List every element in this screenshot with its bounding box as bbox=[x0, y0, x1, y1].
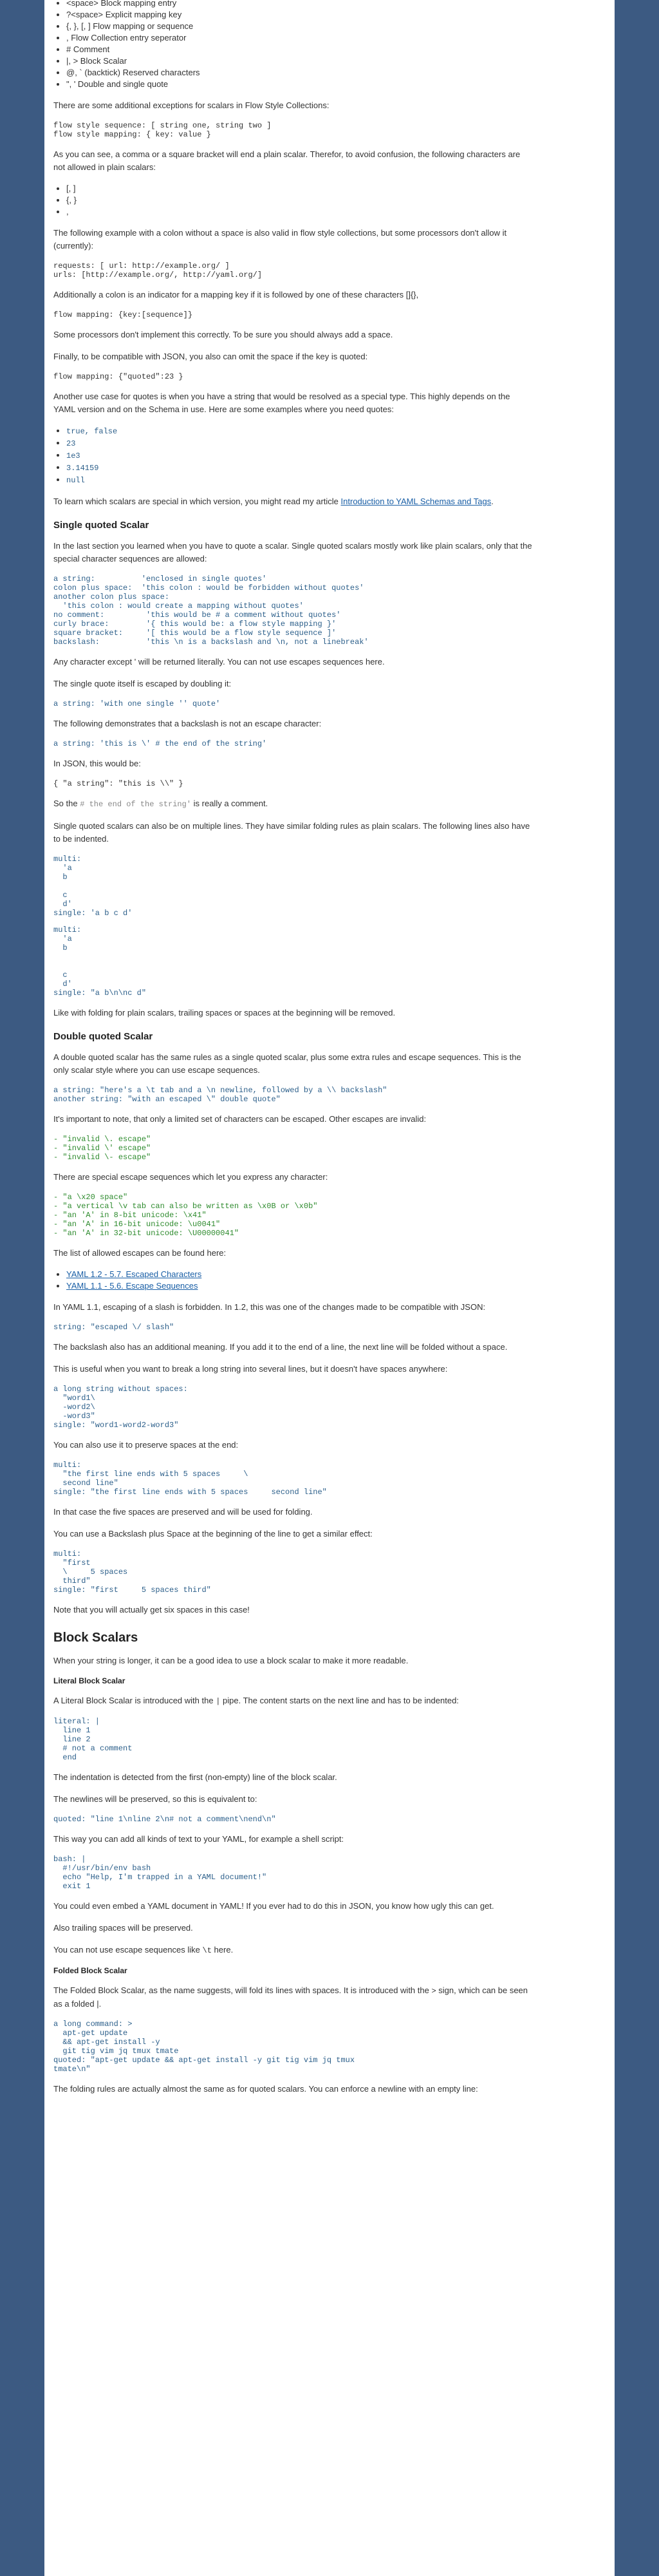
list-item: • null bbox=[66, 474, 534, 486]
list-item: • {, } bbox=[66, 194, 534, 206]
list bbox=[53, 183, 534, 218]
paragraph: It's important to note, that only a limited set of characters can be escaped. Other escapes are invalid: bbox=[53, 1114, 427, 1124]
code-block: a string: 'with one single '' quote' bbox=[53, 699, 221, 708]
paragraph: In YAML 1.1, escaping of a slash is forbidden. In 1.2, this was one of the changes made to be compatible with JSON: bbox=[53, 1302, 486, 1312]
paragraph: In the last section you learned when you have to quote a scalar. Single quoted scalars mostly work like plain scalars, only that the special character sequences are allowed: bbox=[53, 541, 532, 564]
paragraph: Another use case for quotes is when you have a string that would be resolved as a special type. This highly depends on the YAML version and on the Schema in use. Here are some examples where you need quotes: bbox=[53, 392, 510, 414]
list-item: • 23 bbox=[66, 437, 534, 450]
paragraph: Some processors don't implement this correctly. To be sure you should always add a space. bbox=[53, 330, 393, 339]
code-block: a string: 'this is \' # the end of the string' bbox=[53, 739, 267, 748]
section-heading: Block Scalars bbox=[53, 1631, 138, 1645]
code-block: multi: 'a b c d' single: 'a b c d' bbox=[53, 855, 133, 918]
paragraph: To learn which scalars are special in which version, you might read my article Introduction to YAML Schemas and Tags. bbox=[53, 497, 494, 506]
code-block: multi: "the first line ends with 5 spaces \ second line" single: "the first line ends with 5 spaces second line" bbox=[53, 1461, 327, 1497]
paragraph: Finally, to be compatible with JSON, you also can omit the space if the key is quoted: bbox=[53, 352, 368, 361]
paragraph: When your string is longer, it can be a good idea to use a block scalar to make it more readable. bbox=[53, 1656, 409, 1665]
code-block: flow mapping: {"quoted":23 } bbox=[53, 372, 183, 381]
paragraph: There are special escape sequences which let you express any character: bbox=[53, 1172, 328, 1182]
list-item: • , bbox=[66, 206, 534, 218]
list-item: • @, ` (backtick) Reserved characters bbox=[66, 67, 534, 79]
paragraph: Note that you will actually get six spaces in this case! bbox=[53, 1605, 250, 1615]
code-block: a string: 'enclosed in single quotes' colon plus space: 'this colon : would be forbidden without quotes' another colon plus space: 'this colon : would create a mapping without quotes' no comment: 'this would be # a comment without quotes' curly brace: '{ this would be: a flow style mapping }' square bracket: '[ this would be a flow style sequence ]' backslash: 'this \n is a backslash and \n, not a linebreak' bbox=[53, 574, 369, 647]
paragraph: A Literal Block Scalar is introduced with the | pipe. The content starts on the next line and has to be indented: bbox=[53, 1696, 459, 1706]
paragraph: There are some additional exceptions for scalars in Flow Style Collections: bbox=[53, 100, 330, 110]
list-item bbox=[66, 1269, 534, 1280]
paragraph: Like with folding for plain scalars, trailing spaces or spaces at the beginning will be removed. bbox=[53, 1008, 396, 1018]
paragraph: This way you can add all kinds of text to your YAML, for example a shell script: bbox=[53, 1834, 344, 1844]
paragraph: Also trailing spaces will be preserved. bbox=[53, 1923, 193, 1933]
list-item: • ", ' Double and single quote bbox=[66, 79, 534, 90]
paragraph: This is useful when you want to break a long string into several lines, but it doesn't have spaces anywhere: bbox=[53, 1364, 448, 1374]
paragraph: You can not use escape sequences like \t here. bbox=[53, 1945, 234, 1955]
code-block: - "invalid \. escape" - "invalid \' escape" - "invalid \- escape" bbox=[53, 1135, 151, 1162]
section-heading: Single quoted Scalar bbox=[53, 520, 149, 531]
code-block: requests: [ url: http://example.org/ ] urls: [http://example.org/, http://yaml.org/] bbox=[53, 261, 263, 279]
paragraph: You could even embed a YAML document in YAML! If you ever had to do this in JSON, you know how ugly this can get. bbox=[53, 1901, 494, 1911]
list bbox=[53, 425, 534, 486]
paragraph: You can also use it to preserve spaces at the end: bbox=[53, 1440, 239, 1450]
content-column bbox=[44, 0, 615, 2576]
code-block: bash: | #!/usr/bin/env bash echo "Help, I'm trapped in a YAML document!" exit 1 bbox=[53, 1855, 267, 1891]
paragraph: The Folded Block Scalar, as the name suggests, will fold its lines with spaces. It is introduced with the > sign, which can be seen as a folded |. bbox=[53, 1985, 528, 2009]
paragraph: The following example with a colon without a space is also valid in flow style collections, but some processors don't allow it (currently): bbox=[53, 228, 507, 251]
link-list bbox=[53, 1269, 534, 1292]
paragraph: The single quote itself is escaped by doubling it: bbox=[53, 679, 232, 688]
paragraph: The folding rules are actually almost the same as for quoted scalars. You can enforce a newline with an empty line: bbox=[53, 2084, 478, 2094]
code-block: multi: 'a b c d' single: "a b\n\nc d" bbox=[53, 925, 147, 998]
list-item bbox=[66, 1280, 534, 1292]
subsection-heading: Folded Block Scalar bbox=[53, 1966, 127, 1975]
paragraph: As you can see, a comma or a square bracket will end a plain scalar. Therefor, to avoid confusion, the following characters are not allowed in plain scalars: bbox=[53, 149, 521, 172]
list-item: • , Flow Collection entry seperator bbox=[66, 32, 534, 44]
paragraph: In JSON, this would be: bbox=[53, 759, 141, 768]
paragraph: The backslash also has an additional meaning. If you add it to the end of a line, the next line will be folded without a space. bbox=[53, 1342, 508, 1352]
list-item: • 3.14159 bbox=[66, 462, 534, 474]
list-item: • {, }, [, ] Flow mapping or sequence bbox=[66, 21, 534, 32]
paragraph: Additionally a colon is an indicator for a mapping key if it is followed by one of these characters []{}, bbox=[53, 290, 419, 299]
paragraph: The indentation is detected from the first (non-empty) line of the block scalar. bbox=[53, 1772, 337, 1782]
schemas-article-link[interactable]: Introduction to YAML Schemas and Tags bbox=[340, 497, 492, 506]
code-block: { "a string": "this is \\" } bbox=[53, 779, 183, 788]
paragraph: You can use a Backslash plus Space at the beginning of the line to get a similar effect: bbox=[53, 1529, 373, 1539]
code-block: - "a \x20 space" - "a vertical \v tab can also be written as \x0B or \x0b" - "an 'A' in 8-bit unicode: \x41" - "an 'A' in 16-bit unicode: \u0041" - "an 'A' in 32-bit unicode: \U00000041" bbox=[53, 1193, 318, 1238]
list-item: • <space> Block mapping entry bbox=[66, 0, 534, 9]
indicator-list bbox=[53, 0, 534, 90]
list-item: • ?<space> Explicit mapping key bbox=[66, 9, 534, 21]
yaml-12-escapes-link[interactable]: YAML 1.2 - 5.7. Escaped Characters bbox=[66, 1269, 202, 1279]
paragraph: So the # the end of the string' is really a comment. bbox=[53, 799, 268, 809]
paragraph: Any character except ' will be returned literally. You can not use escapes sequences here. bbox=[53, 657, 385, 667]
code-block: flow mapping: {key:[sequence]} bbox=[53, 310, 193, 319]
section-heading: Double quoted Scalar bbox=[53, 1031, 153, 1042]
code-block: string: "escaped \/ slash" bbox=[53, 1323, 174, 1332]
list-item: • # Comment bbox=[66, 44, 534, 55]
code-block: quoted: "line 1\nline 2\n# not a comment\nend\n" bbox=[53, 1815, 276, 1824]
code-block: a long command: > apt-get update && apt-get install -y git tig vim jq tmux tmate quoted: "apt-get update && apt-get install -y git tig vim jq tmux tmate\n" bbox=[53, 2020, 355, 2074]
list-item: • [, ] bbox=[66, 183, 534, 194]
code-block: multi: "first \ 5 spaces third" single: "first 5 spaces third" bbox=[53, 1549, 211, 1595]
subsection-heading: Literal Block Scalar bbox=[53, 1676, 125, 1685]
paragraph: The newlines will be preserved, so this is equivalent to: bbox=[53, 1794, 257, 1804]
code-block: literal: | line 1 line 2 # not a comment end bbox=[53, 1717, 133, 1762]
paragraph: A double quoted scalar has the same rules as a single quoted scalar, plus some extra rules and escape sequences. This is the only scalar style where you can use escape sequences. bbox=[53, 1052, 521, 1075]
list-item: • |, > Block Scalar bbox=[66, 55, 534, 67]
yaml-11-escapes-link[interactable]: YAML 1.1 - 5.6. Escape Sequences bbox=[66, 1281, 198, 1291]
list-item: • true, false bbox=[66, 425, 534, 437]
paragraph: Single quoted scalars can also be on multiple lines. They have similar folding rules as plain scalars. The following lines also have to be indented. bbox=[53, 821, 530, 844]
paragraph: In that case the five spaces are preserved and will be used for folding. bbox=[53, 1507, 313, 1517]
code-block: a string: "here's a \t tab and a \n newline, followed by a \\ backslash" another string: "with an escaped \" double quote" bbox=[53, 1086, 387, 1104]
paragraph: The following demonstrates that a backslash is not an escape character: bbox=[53, 719, 322, 728]
list-item: • 1e3 bbox=[66, 450, 534, 462]
article-body bbox=[53, 0, 534, 2105]
paragraph: The list of allowed escapes can be found here: bbox=[53, 1248, 227, 1258]
code-block: a long string without spaces: "word1\ -word2\ -word3" single: "word1-word2-word3" bbox=[53, 1385, 188, 1430]
code-block: flow style sequence: [ string one, string two ] flow style mapping: { key: value } bbox=[53, 121, 272, 139]
